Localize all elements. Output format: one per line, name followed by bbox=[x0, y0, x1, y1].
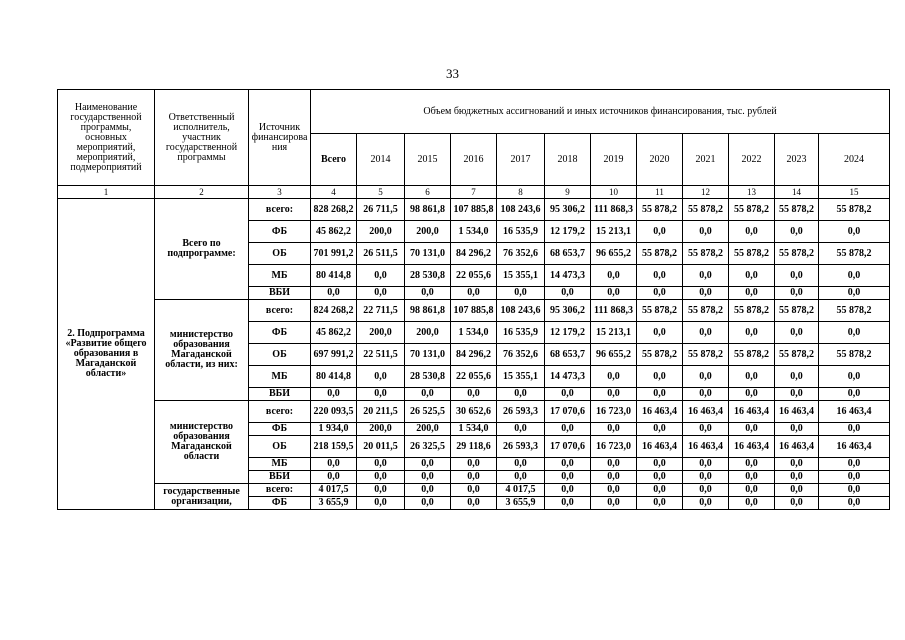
value-cell: 0,0 bbox=[545, 458, 591, 471]
value-cell: 26 593,3 bbox=[497, 401, 545, 423]
value-cell: 12 179,2 bbox=[545, 322, 591, 344]
value-cell: 0,0 bbox=[357, 265, 405, 287]
value-cell: 17 070,6 bbox=[545, 401, 591, 423]
value-cell: 0,0 bbox=[405, 471, 451, 484]
value-cell: 0,0 bbox=[683, 388, 729, 401]
source-cell: ОБ bbox=[249, 436, 311, 458]
source-cell: всего: bbox=[249, 300, 311, 322]
value-cell: 107 885,8 bbox=[451, 199, 497, 221]
year-header: 2020 bbox=[637, 134, 683, 186]
value-cell: 0,0 bbox=[775, 471, 819, 484]
year-header: 2021 bbox=[683, 134, 729, 186]
value-cell: 0,0 bbox=[637, 484, 683, 497]
value-cell: 26 511,5 bbox=[357, 243, 405, 265]
source-cell: всего: bbox=[249, 401, 311, 423]
value-cell: 0,0 bbox=[545, 471, 591, 484]
value-cell: 0,0 bbox=[729, 388, 775, 401]
column-number: 10 bbox=[591, 186, 637, 199]
source-cell: всего: bbox=[249, 199, 311, 221]
value-cell: 0,0 bbox=[637, 458, 683, 471]
value-cell: 22 511,5 bbox=[357, 344, 405, 366]
value-cell: 107 885,8 bbox=[451, 300, 497, 322]
source-cell: МБ bbox=[249, 366, 311, 388]
value-cell: 200,0 bbox=[405, 322, 451, 344]
header-executor: Ответственный исполнитель, участник государственной программы bbox=[155, 90, 249, 186]
value-cell: 55 878,2 bbox=[729, 344, 775, 366]
value-cell: 1 534,0 bbox=[451, 423, 497, 436]
value-cell: 96 655,2 bbox=[591, 243, 637, 265]
value-cell: 68 653,7 bbox=[545, 344, 591, 366]
value-cell: 16 463,4 bbox=[729, 436, 775, 458]
value-cell: 16 463,4 bbox=[819, 401, 890, 423]
value-cell: 45 862,2 bbox=[311, 221, 357, 243]
value-cell: 26 325,5 bbox=[405, 436, 451, 458]
value-cell: 0,0 bbox=[729, 322, 775, 344]
value-cell: 0,0 bbox=[545, 484, 591, 497]
value-cell: 96 655,2 bbox=[591, 344, 637, 366]
value-cell: 111 868,3 bbox=[591, 300, 637, 322]
value-cell: 0,0 bbox=[775, 497, 819, 510]
table-row bbox=[58, 199, 890, 221]
value-cell: 218 159,5 bbox=[311, 436, 357, 458]
value-cell: 12 179,2 bbox=[545, 221, 591, 243]
column-number: 4 bbox=[311, 186, 357, 199]
value-cell: 0,0 bbox=[729, 497, 775, 510]
value-cell: 0,0 bbox=[819, 423, 890, 436]
value-cell: 0,0 bbox=[637, 366, 683, 388]
value-cell: 0,0 bbox=[683, 484, 729, 497]
value-cell: 95 306,2 bbox=[545, 300, 591, 322]
year-header: 2017 bbox=[497, 134, 545, 186]
budget-table bbox=[57, 89, 890, 510]
value-cell: 26 711,5 bbox=[357, 199, 405, 221]
source-cell: ФБ bbox=[249, 497, 311, 510]
value-cell: 55 878,2 bbox=[819, 243, 890, 265]
value-cell: 0,0 bbox=[775, 366, 819, 388]
value-cell: 0,0 bbox=[405, 458, 451, 471]
value-cell: 0,0 bbox=[729, 423, 775, 436]
value-cell: 0,0 bbox=[357, 484, 405, 497]
value-cell: 0,0 bbox=[311, 388, 357, 401]
value-cell: 0,0 bbox=[775, 322, 819, 344]
value-cell: 55 878,2 bbox=[683, 243, 729, 265]
value-cell: 16 463,4 bbox=[775, 401, 819, 423]
value-cell: 0,0 bbox=[545, 423, 591, 436]
year-header: 2016 bbox=[451, 134, 497, 186]
year-header: 2018 bbox=[545, 134, 591, 186]
value-cell: 0,0 bbox=[497, 423, 545, 436]
source-cell: МБ bbox=[249, 458, 311, 471]
value-cell: 0,0 bbox=[591, 497, 637, 510]
value-cell: 0,0 bbox=[545, 388, 591, 401]
value-cell: 55 878,2 bbox=[637, 243, 683, 265]
value-cell: 15 213,1 bbox=[591, 322, 637, 344]
value-cell: 1 934,0 bbox=[311, 423, 357, 436]
year-header: 2019 bbox=[591, 134, 637, 186]
value-cell: 98 861,8 bbox=[405, 199, 451, 221]
value-cell: 0,0 bbox=[637, 388, 683, 401]
value-cell: 0,0 bbox=[819, 484, 890, 497]
year-header: Всего bbox=[311, 134, 357, 186]
value-cell: 16 723,0 bbox=[591, 436, 637, 458]
value-cell: 55 878,2 bbox=[775, 344, 819, 366]
value-cell: 0,0 bbox=[637, 497, 683, 510]
value-cell: 16 535,9 bbox=[497, 322, 545, 344]
value-cell: 828 268,2 bbox=[311, 199, 357, 221]
value-cell: 0,0 bbox=[683, 221, 729, 243]
value-cell: 0,0 bbox=[683, 366, 729, 388]
source-cell: ВБИ bbox=[249, 287, 311, 300]
value-cell: 0,0 bbox=[729, 471, 775, 484]
source-cell: всего: bbox=[249, 484, 311, 497]
value-cell: 20 211,5 bbox=[357, 401, 405, 423]
value-cell: 0,0 bbox=[637, 221, 683, 243]
value-cell: 0,0 bbox=[591, 388, 637, 401]
source-cell: МБ bbox=[249, 265, 311, 287]
value-cell: 76 352,6 bbox=[497, 344, 545, 366]
value-cell: 16 463,4 bbox=[683, 436, 729, 458]
value-cell: 200,0 bbox=[357, 423, 405, 436]
value-cell: 3 655,9 bbox=[311, 497, 357, 510]
value-cell: 0,0 bbox=[819, 287, 890, 300]
value-cell: 0,0 bbox=[775, 287, 819, 300]
value-cell: 22 711,5 bbox=[357, 300, 405, 322]
value-cell: 0,0 bbox=[729, 484, 775, 497]
value-cell: 55 878,2 bbox=[775, 199, 819, 221]
value-cell: 0,0 bbox=[405, 287, 451, 300]
value-cell: 55 878,2 bbox=[775, 300, 819, 322]
year-header: 2015 bbox=[405, 134, 451, 186]
value-cell: 0,0 bbox=[683, 423, 729, 436]
source-cell: ВБИ bbox=[249, 471, 311, 484]
value-cell: 0,0 bbox=[683, 265, 729, 287]
column-number: 2 bbox=[155, 186, 249, 199]
value-cell: 4 017,5 bbox=[311, 484, 357, 497]
value-cell: 68 653,7 bbox=[545, 243, 591, 265]
value-cell: 0,0 bbox=[357, 366, 405, 388]
value-cell: 824 268,2 bbox=[311, 300, 357, 322]
value-cell: 45 862,2 bbox=[311, 322, 357, 344]
value-cell: 0,0 bbox=[451, 484, 497, 497]
value-cell: 16 463,4 bbox=[819, 436, 890, 458]
value-cell: 70 131,0 bbox=[405, 344, 451, 366]
source-cell: ФБ bbox=[249, 322, 311, 344]
value-cell: 15 355,1 bbox=[497, 265, 545, 287]
value-cell: 0,0 bbox=[775, 221, 819, 243]
value-cell: 98 861,8 bbox=[405, 300, 451, 322]
value-cell: 28 530,8 bbox=[405, 366, 451, 388]
column-number: 9 bbox=[545, 186, 591, 199]
column-number: 6 bbox=[405, 186, 451, 199]
value-cell: 1 534,0 bbox=[451, 221, 497, 243]
value-cell: 0,0 bbox=[311, 458, 357, 471]
value-cell: 0,0 bbox=[451, 458, 497, 471]
value-cell: 0,0 bbox=[775, 388, 819, 401]
value-cell: 0,0 bbox=[775, 484, 819, 497]
page-number: 33 bbox=[446, 66, 459, 81]
value-cell: 14 473,3 bbox=[545, 265, 591, 287]
value-cell: 84 296,2 bbox=[451, 243, 497, 265]
value-cell: 0,0 bbox=[497, 388, 545, 401]
value-cell: 0,0 bbox=[545, 497, 591, 510]
value-cell: 15 355,1 bbox=[497, 366, 545, 388]
value-cell: 0,0 bbox=[591, 484, 637, 497]
year-header: 2024 bbox=[819, 134, 890, 186]
value-cell: 108 243,6 bbox=[497, 300, 545, 322]
value-cell: 0,0 bbox=[775, 423, 819, 436]
value-cell: 20 011,5 bbox=[357, 436, 405, 458]
value-cell: 0,0 bbox=[775, 458, 819, 471]
value-cell: 28 530,8 bbox=[405, 265, 451, 287]
value-cell: 0,0 bbox=[819, 221, 890, 243]
executor-cell: Всего по подпрограмме: bbox=[155, 199, 249, 300]
value-cell: 0,0 bbox=[591, 265, 637, 287]
value-cell: 0,0 bbox=[637, 265, 683, 287]
value-cell: 200,0 bbox=[405, 423, 451, 436]
value-cell: 16 463,4 bbox=[637, 401, 683, 423]
value-cell: 0,0 bbox=[451, 287, 497, 300]
value-cell: 3 655,9 bbox=[497, 497, 545, 510]
value-cell: 76 352,6 bbox=[497, 243, 545, 265]
value-cell: 70 131,0 bbox=[405, 243, 451, 265]
column-number: 7 bbox=[451, 186, 497, 199]
value-cell: 0,0 bbox=[451, 497, 497, 510]
year-header: 2023 bbox=[775, 134, 819, 186]
value-cell: 55 878,2 bbox=[729, 199, 775, 221]
table-row bbox=[58, 300, 890, 322]
value-cell: 0,0 bbox=[729, 458, 775, 471]
value-cell: 220 093,5 bbox=[311, 401, 357, 423]
value-cell: 0,0 bbox=[637, 423, 683, 436]
value-cell: 26 593,3 bbox=[497, 436, 545, 458]
value-cell: 16 723,0 bbox=[591, 401, 637, 423]
value-cell: 0,0 bbox=[819, 497, 890, 510]
value-cell: 0,0 bbox=[729, 287, 775, 300]
program-name-cell: 2. Подпрограмма «Развитие общего образования в Магаданской области» bbox=[58, 199, 155, 510]
value-cell: 16 463,4 bbox=[775, 436, 819, 458]
value-cell: 16 463,4 bbox=[637, 436, 683, 458]
value-cell: 16 535,9 bbox=[497, 221, 545, 243]
header-source: Источник финансирова ния bbox=[249, 90, 311, 186]
value-cell: 0,0 bbox=[637, 287, 683, 300]
value-cell: 0,0 bbox=[683, 287, 729, 300]
value-cell: 0,0 bbox=[405, 388, 451, 401]
column-number: 15 bbox=[819, 186, 890, 199]
table-row bbox=[58, 401, 890, 423]
column-number: 5 bbox=[357, 186, 405, 199]
value-cell: 0,0 bbox=[683, 471, 729, 484]
value-cell: 0,0 bbox=[591, 287, 637, 300]
value-cell: 16 463,4 bbox=[729, 401, 775, 423]
value-cell: 0,0 bbox=[819, 388, 890, 401]
value-cell: 22 055,6 bbox=[451, 265, 497, 287]
value-cell: 84 296,2 bbox=[451, 344, 497, 366]
value-cell: 55 878,2 bbox=[683, 300, 729, 322]
column-number: 11 bbox=[637, 186, 683, 199]
column-number: 12 bbox=[683, 186, 729, 199]
value-cell: 1 534,0 bbox=[451, 322, 497, 344]
source-cell: ФБ bbox=[249, 423, 311, 436]
value-cell: 0,0 bbox=[451, 471, 497, 484]
table-row bbox=[58, 484, 890, 497]
value-cell: 0,0 bbox=[591, 471, 637, 484]
value-cell: 16 463,4 bbox=[683, 401, 729, 423]
value-cell: 0,0 bbox=[683, 322, 729, 344]
value-cell: 0,0 bbox=[591, 366, 637, 388]
value-cell: 0,0 bbox=[405, 497, 451, 510]
value-cell: 55 878,2 bbox=[729, 243, 775, 265]
value-cell: 22 055,6 bbox=[451, 366, 497, 388]
executor-cell: государственные организации, bbox=[155, 484, 249, 510]
value-cell: 0,0 bbox=[729, 366, 775, 388]
value-cell: 0,0 bbox=[819, 471, 890, 484]
value-cell: 80 414,8 bbox=[311, 366, 357, 388]
value-cell: 0,0 bbox=[357, 471, 405, 484]
value-cell: 29 118,6 bbox=[451, 436, 497, 458]
value-cell: 0,0 bbox=[497, 458, 545, 471]
value-cell: 0,0 bbox=[497, 471, 545, 484]
value-cell: 0,0 bbox=[357, 497, 405, 510]
value-cell: 0,0 bbox=[545, 287, 591, 300]
value-cell: 0,0 bbox=[451, 388, 497, 401]
source-cell: ОБ bbox=[249, 344, 311, 366]
value-cell: 0,0 bbox=[311, 471, 357, 484]
year-header: 2022 bbox=[729, 134, 775, 186]
value-cell: 80 414,8 bbox=[311, 265, 357, 287]
value-cell: 0,0 bbox=[729, 265, 775, 287]
value-cell: 30 652,6 bbox=[451, 401, 497, 423]
value-cell: 55 878,2 bbox=[637, 300, 683, 322]
value-cell: 0,0 bbox=[637, 471, 683, 484]
value-cell: 55 878,2 bbox=[683, 344, 729, 366]
value-cell: 4 017,5 bbox=[497, 484, 545, 497]
column-number: 3 bbox=[249, 186, 311, 199]
value-cell: 17 070,6 bbox=[545, 436, 591, 458]
value-cell: 0,0 bbox=[357, 287, 405, 300]
value-cell: 0,0 bbox=[591, 423, 637, 436]
value-cell: 0,0 bbox=[819, 322, 890, 344]
value-cell: 200,0 bbox=[357, 322, 405, 344]
source-cell: ФБ bbox=[249, 221, 311, 243]
value-cell: 55 878,2 bbox=[683, 199, 729, 221]
value-cell: 0,0 bbox=[497, 287, 545, 300]
value-cell: 0,0 bbox=[729, 221, 775, 243]
value-cell: 0,0 bbox=[637, 322, 683, 344]
value-cell: 0,0 bbox=[311, 287, 357, 300]
value-cell: 55 878,2 bbox=[819, 199, 890, 221]
year-header: 2014 bbox=[357, 134, 405, 186]
value-cell: 200,0 bbox=[357, 221, 405, 243]
value-cell: 0,0 bbox=[775, 265, 819, 287]
value-cell: 55 878,2 bbox=[637, 344, 683, 366]
value-cell: 0,0 bbox=[683, 497, 729, 510]
value-cell: 15 213,1 bbox=[591, 221, 637, 243]
source-cell: ВБИ bbox=[249, 388, 311, 401]
executor-cell: министерство образования Магаданской области bbox=[155, 401, 249, 484]
column-number: 8 bbox=[497, 186, 545, 199]
value-cell: 55 878,2 bbox=[775, 243, 819, 265]
column-number: 14 bbox=[775, 186, 819, 199]
value-cell: 0,0 bbox=[357, 458, 405, 471]
value-cell: 55 878,2 bbox=[729, 300, 775, 322]
value-cell: 14 473,3 bbox=[545, 366, 591, 388]
value-cell: 55 878,2 bbox=[819, 300, 890, 322]
header-volume: Объем бюджетных ассигнований и иных источников финансирования, тыс. рублей bbox=[311, 90, 890, 134]
value-cell: 0,0 bbox=[591, 458, 637, 471]
value-cell: 0,0 bbox=[819, 366, 890, 388]
source-cell: ОБ bbox=[249, 243, 311, 265]
value-cell: 108 243,6 bbox=[497, 199, 545, 221]
value-cell: 95 306,2 bbox=[545, 199, 591, 221]
value-cell: 55 878,2 bbox=[819, 344, 890, 366]
value-cell: 200,0 bbox=[405, 221, 451, 243]
executor-cell: министерство образования Магаданской области, из них: bbox=[155, 300, 249, 401]
value-cell: 697 991,2 bbox=[311, 344, 357, 366]
value-cell: 0,0 bbox=[357, 388, 405, 401]
column-number: 13 bbox=[729, 186, 775, 199]
column-number: 1 bbox=[58, 186, 155, 199]
value-cell: 0,0 bbox=[405, 484, 451, 497]
value-cell: 0,0 bbox=[819, 265, 890, 287]
value-cell: 701 991,2 bbox=[311, 243, 357, 265]
value-cell: 0,0 bbox=[683, 458, 729, 471]
value-cell: 55 878,2 bbox=[637, 199, 683, 221]
value-cell: 0,0 bbox=[819, 458, 890, 471]
value-cell: 26 525,5 bbox=[405, 401, 451, 423]
value-cell: 111 868,3 bbox=[591, 199, 637, 221]
header-name: Наименование государственной программы, основных мероприятий, мероприятий, подмероприятий bbox=[58, 90, 155, 186]
